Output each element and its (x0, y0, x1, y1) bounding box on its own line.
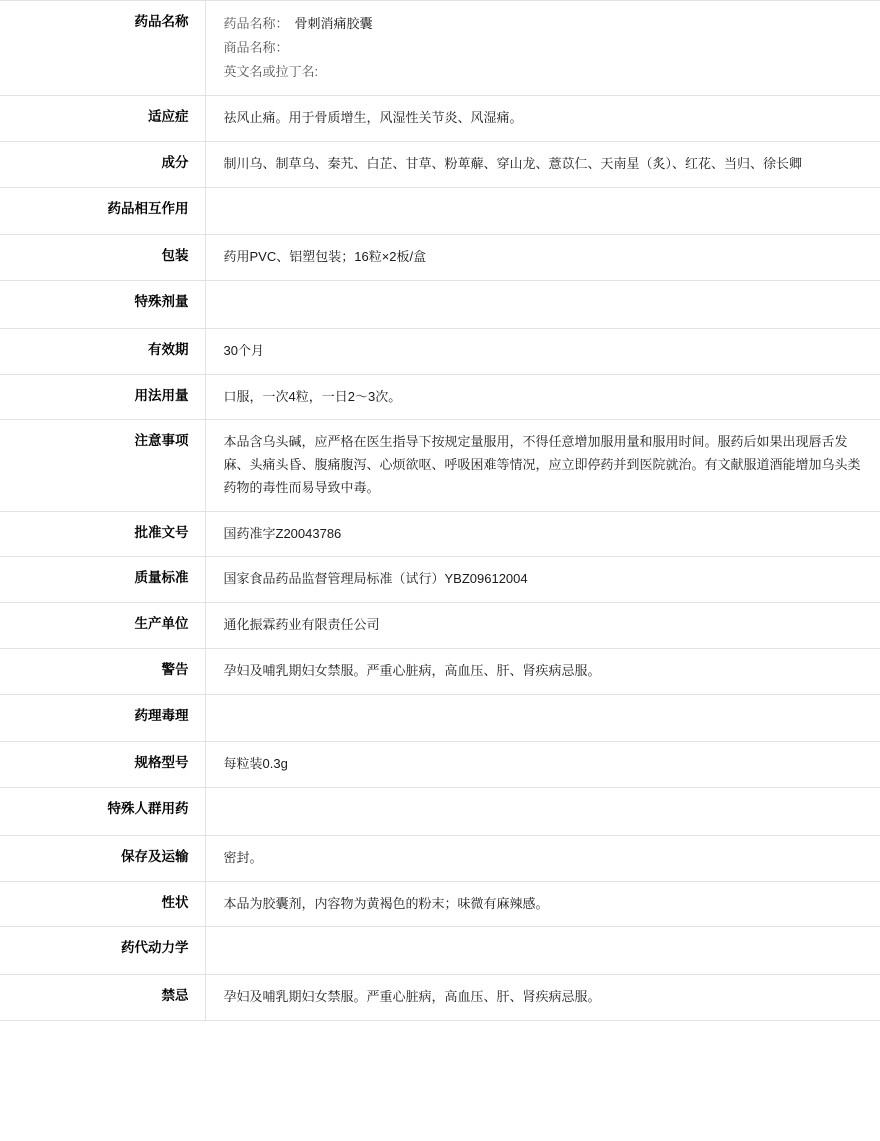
table-row (0, 694, 880, 742)
row-value-appearance: 本品为胶囊剂，内容物为黄褐色的粉末；味微有麻辣感。 (205, 881, 880, 927)
row-value-pharmacology-toxicology (205, 694, 880, 742)
row-label-appearance: 性状 (0, 881, 205, 927)
row-value-approval-number: 国药准字Z20043786 (205, 511, 880, 557)
row-label-precautions: 注意事项 (0, 420, 205, 511)
table-row (0, 975, 880, 1021)
subfield-label: 商品名称： (223, 40, 289, 56)
table-row (0, 881, 880, 927)
row-label-quality-standard: 质量标准 (0, 557, 205, 603)
row-value-shelf-life: 30个月 (205, 328, 880, 374)
table-row (0, 557, 880, 603)
table-row (0, 648, 880, 694)
drug-info-table-body (0, 1, 880, 1021)
table-row (0, 742, 880, 788)
row-label-special-dosage: 特殊剂量 (0, 281, 205, 329)
row-label-warning: 警告 (0, 648, 205, 694)
row-value-drug-interactions (205, 187, 880, 235)
row-value-specification: 每粒装0.3g (205, 742, 880, 788)
row-label-drug-name: 药品名称 (0, 1, 205, 96)
row-label-approval-number: 批准文号 (0, 511, 205, 557)
row-label-storage-transport: 保存及运输 (0, 835, 205, 881)
table-row (0, 788, 880, 836)
row-value-storage-transport: 密封。 (205, 835, 880, 881)
table-row (0, 420, 880, 511)
row-value-precautions: 本品含乌头碱，应严格在医生指导下按规定量服用，不得任意增加服用量和服用时间。服药后如果出现唇舌发麻、头痛头昏、腹痛腹泻、心烦欲呕、呼吸困难等情况，应立即停药并到医院就治。有文献服道酒能增加乌头类药物的毒性而易导致中毒。 (205, 420, 880, 511)
subfield-generic-name (224, 12, 867, 36)
subfield-label: 英文名或拉丁名: (223, 64, 319, 80)
row-value-indications: 祛风止痛。用于骨质增生，风湿性关节炎、风湿痛。 (205, 96, 880, 142)
table-row (0, 281, 880, 329)
row-label-manufacturer: 生产单位 (0, 603, 205, 649)
row-value-packaging: 药用PVC、铝塑包装；16粒×2板/盒 (205, 235, 880, 281)
row-value-special-population (205, 788, 880, 836)
page-bottom-spacer (0, 1021, 880, 1141)
row-value-special-dosage (205, 281, 880, 329)
row-label-pharmacokinetics: 药代动力学 (0, 927, 205, 975)
row-label-contraindications: 禁忌 (0, 975, 205, 1021)
row-value-manufacturer: 通化振霖药业有限责任公司 (205, 603, 880, 649)
table-row (0, 511, 880, 557)
row-label-drug-interactions: 药品相互作用 (0, 187, 205, 235)
row-value-ingredients: 制川乌、制草乌、秦艽、白芷、甘草、粉萆薢、穿山龙、薏苡仁、天南星（炙）、红花、当归、徐长卿 (205, 141, 880, 187)
subfield-label: 药品名称： (223, 16, 289, 31)
table-row (0, 187, 880, 235)
row-value-warning: 孕妇及哺乳期妇女禁服。严重心脏病，高血压、肝、肾疾病忌服。 (205, 648, 880, 694)
row-value-contraindications: 孕妇及哺乳期妇女禁服。严重心脏病，高血压、肝、肾疾病忌服。 (205, 975, 880, 1021)
row-value-quality-standard: 国家食品药品监督管理局标准（试行）YBZ09612004 (205, 557, 880, 603)
row-label-packaging: 包装 (0, 235, 205, 281)
row-label-shelf-life: 有效期 (0, 328, 205, 374)
table-row (0, 927, 880, 975)
row-label-ingredients: 成分 (0, 141, 205, 187)
subfield-value: 骨刺消痛胶囊 (294, 16, 373, 31)
row-label-dosage-administration: 用法用量 (0, 374, 205, 420)
row-value-pharmacokinetics (205, 927, 880, 975)
row-value-drug-name (205, 1, 880, 96)
table-row (0, 374, 880, 420)
subfield-english-name (224, 60, 867, 84)
subfield-trade-name (224, 36, 867, 60)
table-row (0, 235, 880, 281)
row-label-pharmacology-toxicology: 药理毒理 (0, 694, 205, 742)
table-row (0, 1, 880, 96)
table-row (0, 835, 880, 881)
table-row (0, 96, 880, 142)
table-row (0, 141, 880, 187)
table-row (0, 328, 880, 374)
table-row (0, 603, 880, 649)
row-label-indications: 适应症 (0, 96, 205, 142)
row-value-dosage-administration: 口服，一次4粒，一日2～3次。 (205, 374, 880, 420)
row-label-specification: 规格型号 (0, 742, 205, 788)
row-label-special-population: 特殊人群用药 (0, 788, 205, 836)
